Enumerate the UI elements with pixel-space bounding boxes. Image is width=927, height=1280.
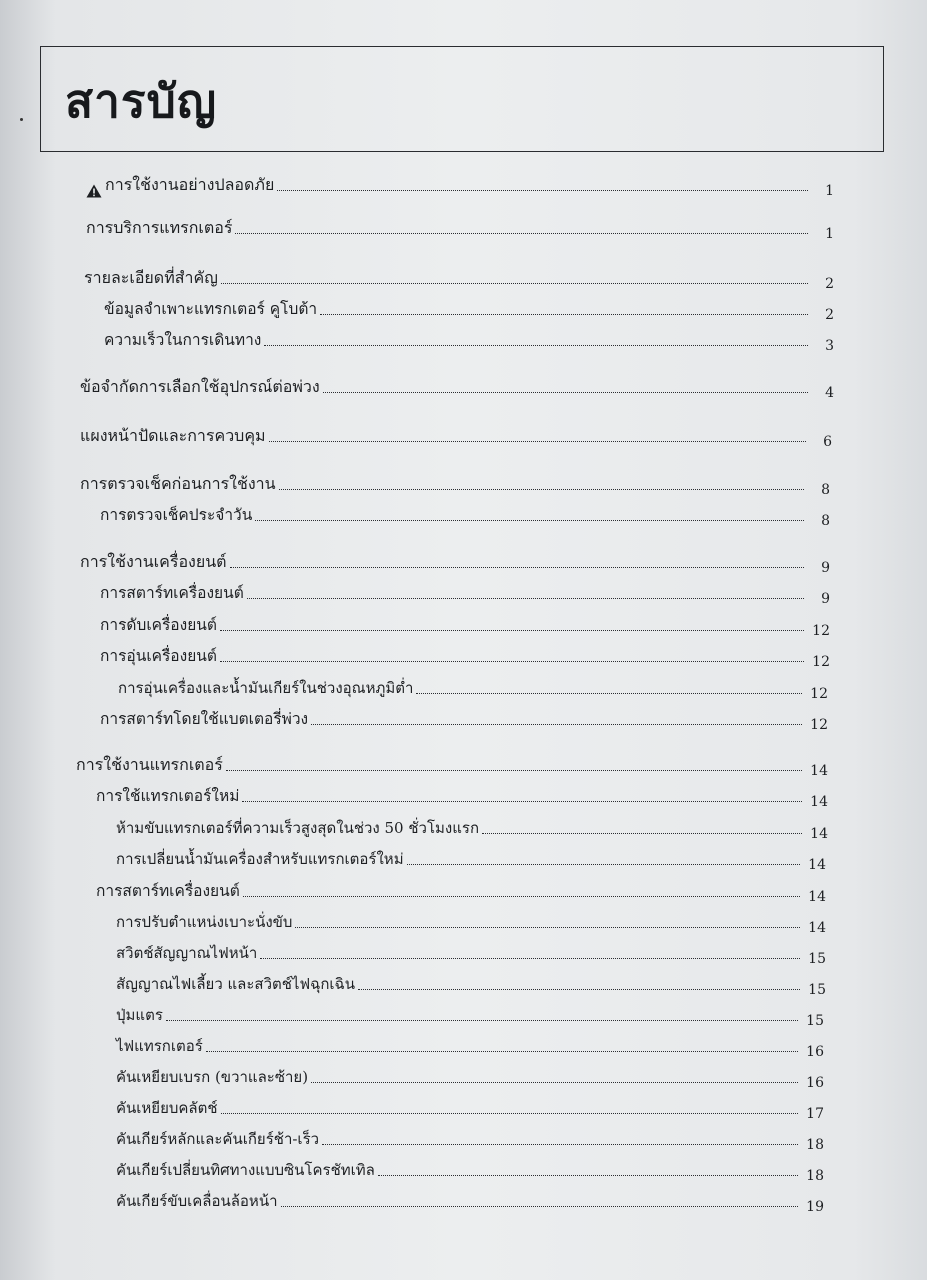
toc-entry: [116, 940, 826, 966]
dot-leader: [221, 1113, 798, 1114]
toc-entry-label: สวิตช์สัญญาณไฟหน้า: [116, 944, 258, 962]
dot-leader: [295, 927, 800, 928]
toc-entry: [116, 1188, 824, 1214]
toc-entry: [100, 502, 830, 528]
dot-leader: [226, 770, 802, 771]
toc-entry-page-number: 8: [821, 482, 830, 498]
toc-entry: [116, 909, 826, 935]
toc-entry-page-number: 18: [806, 1137, 824, 1153]
dot-leader: [220, 661, 804, 662]
toc-entry-page-number: 6: [823, 434, 832, 450]
toc-entry-page-number: 18: [806, 1168, 824, 1184]
toc-entry-label: การตรวจเช็คประจำวัน: [100, 506, 253, 524]
page-title: สารบัญ: [65, 74, 218, 128]
toc-entry-label: คันเกียร์หลักและคันเกียร์ช้า-เร็ว: [116, 1130, 320, 1148]
toc-entry-page-number: 15: [806, 1013, 824, 1029]
dot-leader: [322, 1144, 798, 1145]
toc-entry-page-number: 14: [810, 826, 828, 842]
dot-leader: [166, 1020, 798, 1021]
toc-entry-page-number: 1: [825, 183, 834, 199]
toc-entry: [116, 1064, 824, 1090]
toc-entry-label: คันเกียร์ขับเคลื่อนล้อหน้า: [116, 1192, 278, 1210]
toc-entry: [116, 1002, 824, 1028]
toc-entry-label: รายละเอียดที่สำคัญ: [84, 268, 218, 287]
dot-leader: [482, 833, 802, 834]
toc-entry-label: การดับเครื่องยนต์: [100, 616, 217, 634]
toc-entry-label: การใช้งานอย่างปลอดภัย: [105, 175, 275, 194]
toc-entry-page-number: 1: [825, 226, 834, 242]
toc-entry-label: ปุ่มแตร: [116, 1006, 163, 1024]
toc-entry-label: การสตาร์ทเครื่องยนต์: [100, 584, 244, 602]
toc-entry-page-number: 4: [825, 385, 834, 401]
toc-entry-label: สัญญาณไฟเลี้ยว และสวิตช์ไฟฉุกเฉิน: [116, 975, 355, 993]
dot-leader: [247, 598, 804, 599]
dot-leader: [320, 314, 808, 315]
toc-entry: [96, 878, 826, 904]
dot-leader: [323, 392, 808, 393]
toc-entry-page-number: 16: [806, 1044, 824, 1060]
dot-leader: [221, 283, 808, 284]
toc-entry: [116, 1157, 824, 1183]
toc-entry: [100, 580, 830, 606]
dot-leader: [279, 489, 804, 490]
toc-entry-label: การบริการแทรกเตอร์: [86, 218, 233, 237]
toc-entry-page-number: 15: [808, 951, 826, 967]
dot-leader: [311, 724, 802, 725]
toc-entry: [116, 971, 826, 997]
toc-entry: [104, 327, 834, 353]
dot-leader: [260, 958, 800, 959]
warning-triangle-icon: [86, 184, 102, 198]
dot-leader: [269, 441, 806, 442]
toc-entry: [80, 471, 830, 497]
dot-leader: [243, 896, 800, 897]
dot-leader: [358, 989, 800, 990]
toc-entry: [80, 374, 834, 400]
dot-leader: [255, 520, 804, 521]
toc-entry-label: ห้ามขับแทรกเตอร์ที่ความเร็วสูงสุดในช่วง 50 ชั่วโมงแรก: [116, 819, 480, 837]
toc-entry-page-number: 9: [821, 560, 830, 576]
toc-entry: [80, 549, 830, 575]
toc-entry-page-number: 14: [808, 857, 826, 873]
toc-entry-label: การอุ่นเครื่องและน้ำมันเกียร์ในช่วงอุณหภูมิต่ำ: [118, 679, 414, 697]
toc-entry-label: การใช้งานแทรกเตอร์: [76, 755, 223, 774]
toc-entry-label: คันเกียร์เปลี่ยนทิศทางแบบซินโครชัทเทิล: [116, 1161, 375, 1179]
dot-leader: [242, 801, 802, 802]
toc-entry: [116, 1033, 824, 1059]
toc-entry-page-number: 8: [821, 513, 830, 529]
toc-entry-label: ความเร็วในการเดินทาง: [104, 331, 262, 349]
toc-entry-page-number: 12: [812, 623, 830, 639]
toc-entry-page-number: 12: [810, 717, 828, 733]
toc-entry-label: การสตาร์ทโดยใช้แบตเตอรี่พ่วง: [100, 710, 309, 728]
toc-entry-label: คันเหยียบคลัตช์: [116, 1099, 218, 1117]
toc-entry: [86, 215, 834, 241]
dot-leader: [416, 693, 802, 694]
dot-leader: [407, 864, 800, 865]
toc-entry-label: ไฟแทรกเตอร์: [116, 1037, 203, 1055]
toc-entry-page-number: 2: [825, 276, 834, 292]
toc-entry-page-number: 14: [810, 794, 828, 810]
dot-leader: [277, 190, 808, 191]
toc-entry-page-number: 12: [810, 686, 828, 702]
toc-entry: [84, 265, 834, 291]
dot-leader: [220, 630, 804, 631]
toc-entry-label: แผงหน้าปัดและการควบคุม: [80, 426, 266, 445]
toc-entry: [116, 1095, 824, 1121]
toc-entry-label: ข้อจำกัดการเลือกใช้อุปกรณ์ต่อพ่วง: [80, 377, 320, 396]
toc-entry-page-number: 19: [806, 1199, 824, 1215]
toc-entry-label: ข้อมูลจำเพาะแทรกเตอร์ คูโบต้า: [104, 300, 318, 318]
toc-entry: [86, 172, 834, 198]
toc-entry-page-number: 16: [806, 1075, 824, 1091]
toc-entry-label: การเปลี่ยนน้ำมันเครื่องสำหรับแทรกเตอร์ใหม่: [116, 850, 404, 868]
toc-entry-page-number: 14: [808, 889, 826, 905]
toc-entry-label: คันเหยียบเบรก (ขวาและซ้าย): [116, 1068, 309, 1086]
toc-entry-page-number: 14: [810, 763, 828, 779]
toc-entry: [118, 675, 828, 701]
dot-leader: [206, 1051, 798, 1052]
toc-entry-label: การตรวจเช็คก่อนการใช้งาน: [80, 474, 276, 493]
dot-leader: [264, 345, 808, 346]
dot-leader: [235, 233, 808, 234]
toc-entry-label: การอุ่นเครื่องยนต์: [100, 647, 217, 665]
dot-leader: [230, 567, 804, 568]
toc-entry-page-number: 17: [806, 1106, 824, 1122]
toc-entry-label: การใช้งานเครื่องยนต์: [80, 552, 227, 571]
toc-entry-page-number: 3: [825, 338, 834, 354]
toc-entry-page-number: 15: [808, 982, 826, 998]
toc-entry-label: การปรับตำแหน่งเบาะนั่งขับ: [116, 913, 293, 931]
toc-entry: [100, 643, 830, 669]
dot-leader: [281, 1206, 799, 1207]
toc-entry: [100, 706, 828, 732]
toc-entry: [96, 783, 828, 809]
toc-entry-page-number: 2: [825, 307, 834, 323]
toc-entry: [100, 612, 830, 638]
toc-entry-label: การสตาร์ทเครื่องยนต์: [96, 882, 240, 900]
toc-entry-label: การใช้แทรกเตอร์ใหม่: [96, 787, 240, 805]
dot-leader: [311, 1082, 798, 1083]
toc-entry: [116, 846, 826, 872]
toc-entry: [76, 752, 828, 778]
toc-entry-page-number: 12: [812, 654, 830, 670]
dot-leader: [378, 1175, 798, 1176]
toc-entry-page-number: 14: [808, 920, 826, 936]
toc-entry: [116, 815, 828, 841]
toc-entry: [116, 1126, 824, 1152]
toc-entry: [80, 423, 832, 449]
toc-entry: [104, 296, 834, 322]
toc-entry-page-number: 9: [821, 591, 830, 607]
